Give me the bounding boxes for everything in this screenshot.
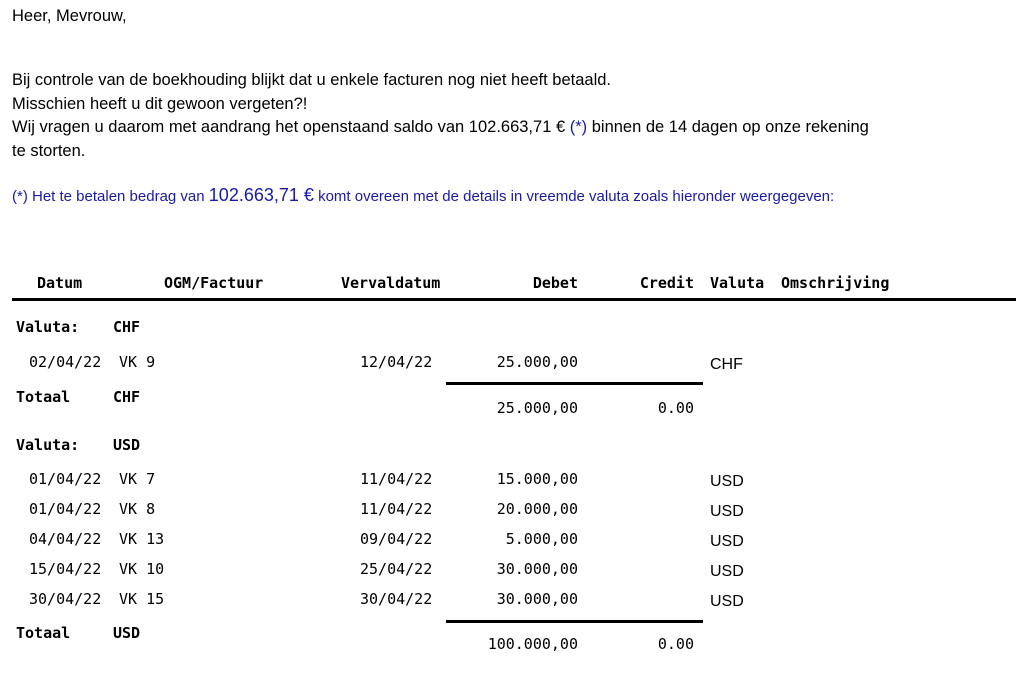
- header-ogm: OGM/Factuur: [164, 274, 264, 292]
- footnote-post: komt overeen met de details in vreemde valuta zoals hieronder weergegeven:: [313, 188, 835, 205]
- total-credit: 0.00: [657, 399, 694, 417]
- footnote-amount: 102.663,71 €: [208, 185, 314, 205]
- total-label: Totaal: [16, 388, 71, 406]
- total-currency: CHF: [113, 388, 141, 406]
- salutation: Heer, Mevrouw,: [12, 7, 127, 25]
- cell-valuta: USD: [710, 503, 744, 520]
- total-rule: [446, 620, 703, 623]
- cell-ogm: VK 7: [119, 470, 156, 488]
- cell-debet: 5.000,00: [505, 530, 578, 548]
- cell-vervaldatum: 11/04/22: [360, 500, 433, 518]
- cell-valuta: USD: [710, 563, 744, 580]
- header-datum: Datum: [37, 274, 83, 292]
- cell-debet: 25.000,00: [496, 353, 578, 371]
- footnote-pre: (*) Het te betalen bedrag van: [12, 188, 209, 205]
- cell-ogm: VK 9: [119, 353, 156, 371]
- cell-valuta: USD: [710, 593, 744, 610]
- group-label: Valuta:: [16, 318, 80, 336]
- cell-ogm: VK 13: [119, 530, 165, 548]
- total-rule: [446, 382, 703, 385]
- group-currency: CHF: [113, 318, 141, 336]
- cell-datum: 04/04/22: [29, 530, 102, 548]
- cell-datum: 01/04/22: [29, 500, 102, 518]
- cell-vervaldatum: 11/04/22: [360, 470, 433, 488]
- header-valuta: Valuta: [710, 274, 765, 292]
- header-debet: Debet: [532, 274, 578, 292]
- total-label: Totaal: [16, 624, 71, 642]
- cell-vervaldatum: 25/04/22: [360, 560, 433, 578]
- cell-debet: 20.000,00: [496, 500, 578, 518]
- letter-line-3-post: binnen de 14 dagen op onze rekening: [587, 118, 869, 136]
- header-rule: [12, 298, 1016, 301]
- group-currency: USD: [113, 436, 141, 454]
- total-currency: USD: [113, 624, 141, 642]
- cell-ogm: VK 8: [119, 500, 156, 518]
- letter-line-3-pre: Wij vragen u daarom met aandrang het openstaand saldo van 102.663,71 €: [12, 118, 570, 136]
- footnote: [12, 185, 834, 206]
- cell-ogm: VK 15: [119, 590, 165, 608]
- cell-valuta: USD: [710, 533, 744, 550]
- header-vervaldatum: Vervaldatum: [341, 274, 441, 292]
- header-omschrijving: Omschrijving: [781, 274, 890, 292]
- cell-datum: 01/04/22: [29, 470, 102, 488]
- cell-vervaldatum: 09/04/22: [360, 530, 433, 548]
- letter-line-3: [12, 119, 869, 136]
- cell-datum: 02/04/22: [29, 353, 102, 371]
- header-credit: Credit: [639, 274, 694, 292]
- total-debet: 100.000,00: [487, 635, 578, 653]
- cell-debet: 30.000,00: [496, 560, 578, 578]
- letter-line-4: te storten.: [12, 142, 86, 160]
- letter-line-1: Bij controle van de boekhouding blijkt dat u enkele facturen nog niet heeft betaald.: [12, 71, 612, 89]
- cell-vervaldatum: 30/04/22: [360, 590, 433, 608]
- footnote-marker: (*): [569, 118, 588, 136]
- total-credit: 0.00: [657, 635, 694, 653]
- cell-ogm: VK 10: [119, 560, 165, 578]
- cell-datum: 30/04/22: [29, 590, 102, 608]
- letter-line-2: Misschien heeft u dit gewoon vergeten?!: [12, 95, 308, 113]
- cell-debet: 30.000,00: [496, 590, 578, 608]
- cell-datum: 15/04/22: [29, 560, 102, 578]
- cell-valuta: USD: [710, 473, 744, 490]
- group-label: Valuta:: [16, 436, 80, 454]
- cell-vervaldatum: 12/04/22: [360, 353, 433, 371]
- cell-valuta: CHF: [710, 356, 743, 373]
- total-debet: 25.000,00: [496, 399, 578, 417]
- cell-debet: 15.000,00: [496, 470, 578, 488]
